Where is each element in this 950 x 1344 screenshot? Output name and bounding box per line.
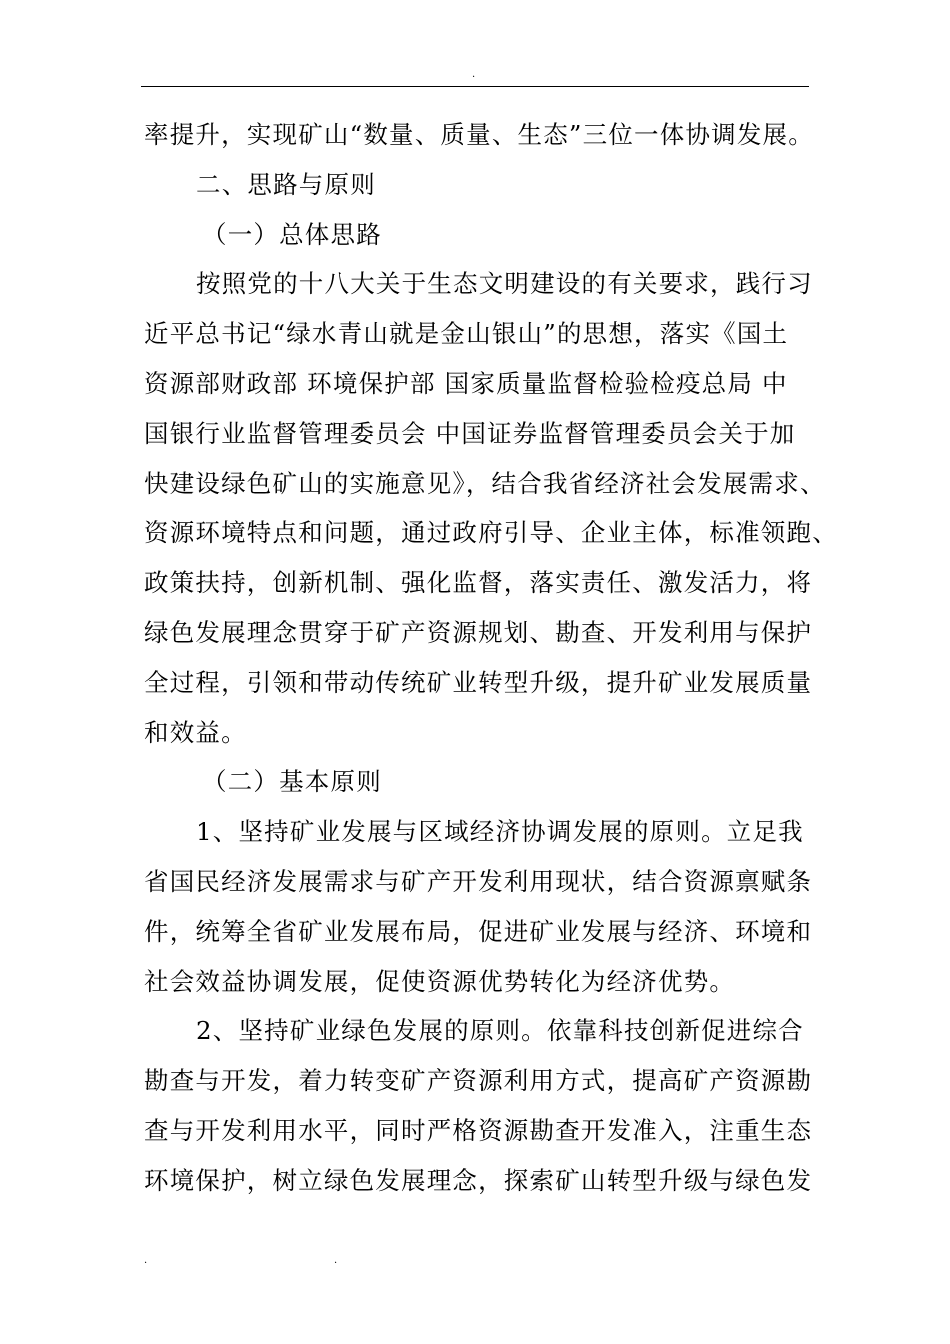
paragraph-line: 快建设绿色矿山的实施意见》，结合我省经济社会发展需求、 xyxy=(144,468,826,498)
paragraph-line: 率提升，实现矿山“数量、质量、生态”三位一体协调发展。 xyxy=(144,120,814,149)
header-rule xyxy=(141,86,809,87)
paragraph-line: 件，统筹全省矿业发展布局，促进矿业发展与经济、环境和 xyxy=(144,916,813,946)
paragraph-line: 和效益。 xyxy=(144,717,247,747)
paragraph-line: 国银行业监督管理委员会 中国证券监督管理委员会关于加 xyxy=(144,418,796,448)
paragraph-line: 查与开发利用水平，同时严格资源勘查开发准入，注重生态 xyxy=(144,1115,813,1145)
paragraph-line: 资源部财政部 环境保护部 国家质量监督检验检疫总局 中 xyxy=(144,368,788,398)
subsection-heading: （二）基本原则 xyxy=(202,767,382,797)
paragraph-line: 1、坚持矿业发展与区域经济协调发展的原则。立足我 xyxy=(196,817,804,847)
paragraph-line: 政策扶持，创新机制、强化监督，落实责任、激发活力，将 xyxy=(144,568,813,598)
paragraph-line: 全过程，引领和带动传统矿业转型升级，提升矿业发展质量 xyxy=(144,667,813,697)
paragraph-line: 2、坚持矿业绿色发展的原则。依靠科技创新促进综合 xyxy=(196,1016,804,1046)
paragraph-line: 近平总书记“绿水青山就是金山银山”的思想，落实《国土 xyxy=(144,319,789,349)
paragraph-line: 勘查与开发，着力转变矿产资源利用方式，提高矿产资源勘 xyxy=(144,1066,813,1096)
header-mark: . xyxy=(472,69,476,80)
section-heading: 二、思路与原则 xyxy=(196,169,376,199)
paragraph-line: 省国民经济发展需求与矿产开发利用现状，结合资源禀赋条 xyxy=(144,866,813,896)
footer-mark-left: . xyxy=(144,1255,148,1266)
footer-mark-right: . xyxy=(334,1255,338,1266)
paragraph-line: 环境保护，树立绿色发展理念，探索矿山转型升级与绿色发 xyxy=(144,1165,813,1195)
document-body xyxy=(144,110,838,1206)
paragraph-line: 按照党的十八大关于生态文明建设的有关要求，践行习 xyxy=(196,269,813,299)
paragraph-line: 绿色发展理念贯穿于矿产资源规划、勘查、开发利用与保护 xyxy=(144,617,813,647)
paragraph-line: 社会效益协调发展，促使资源优势转化为经济优势。 xyxy=(144,966,736,996)
paragraph-line: 资源环境特点和问题，通过政府引导、企业主体，标准领跑、 xyxy=(144,518,838,548)
subsection-heading: （一）总体思路 xyxy=(202,219,382,249)
